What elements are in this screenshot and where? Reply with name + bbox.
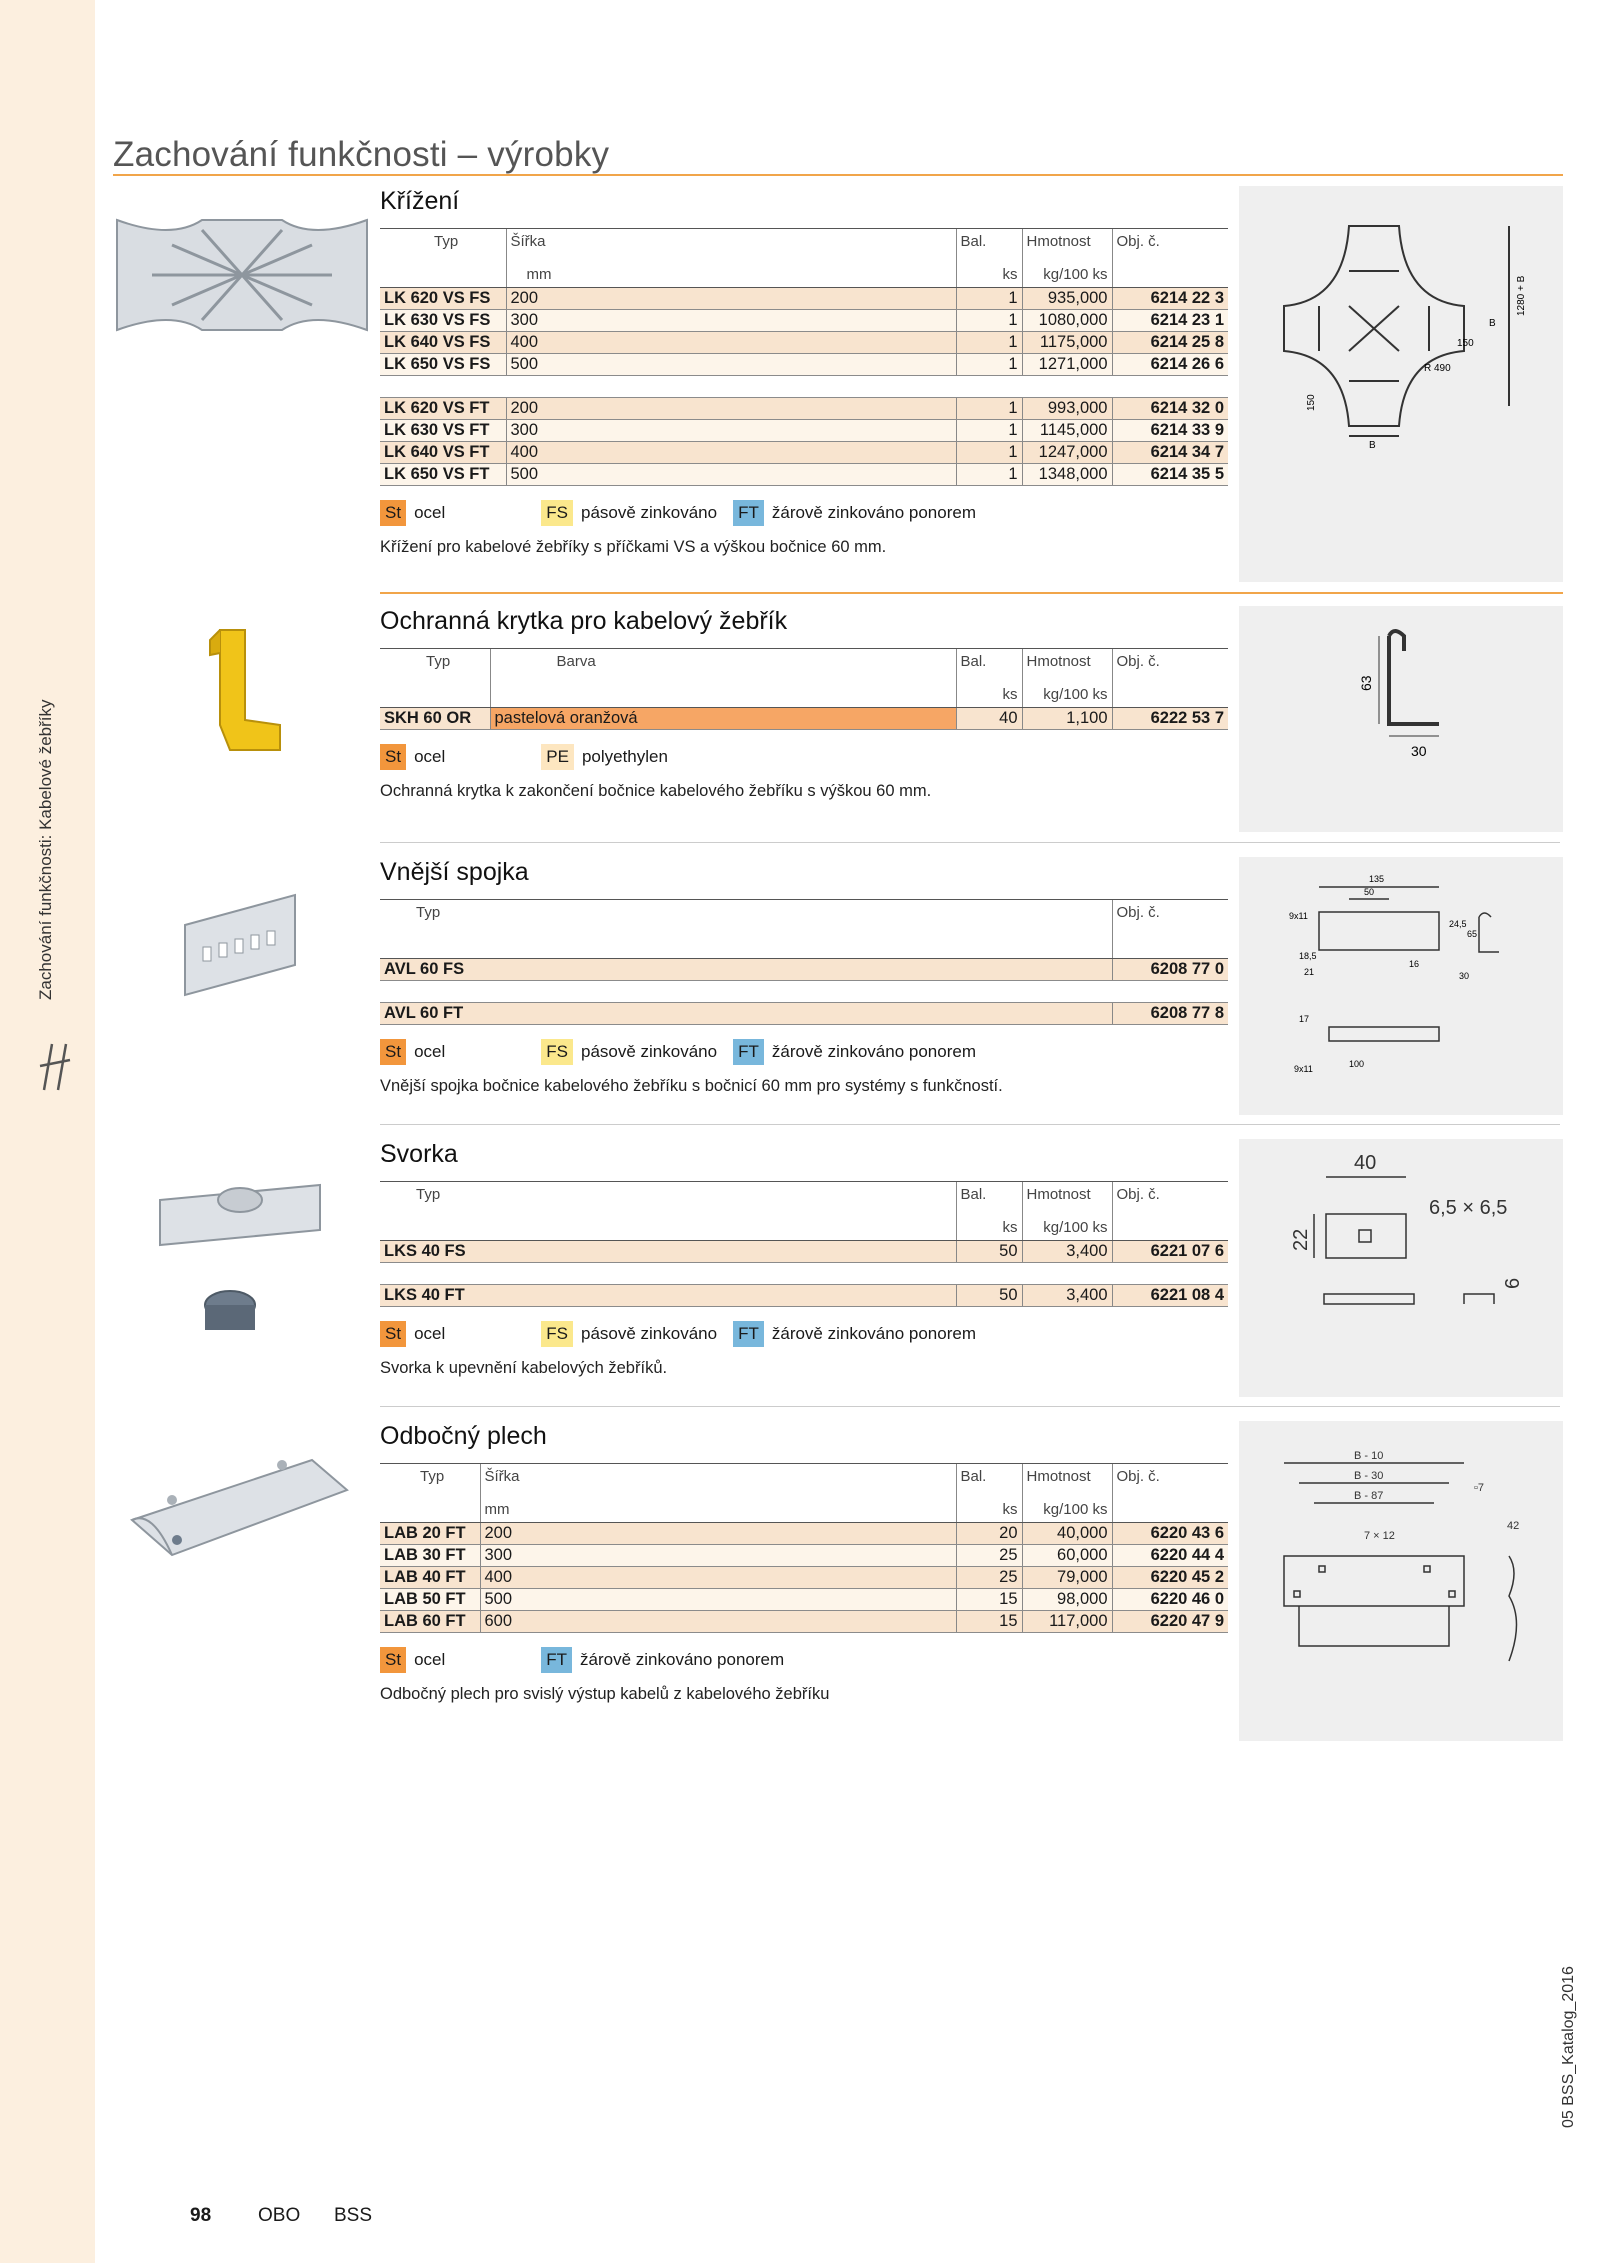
table-cell: 1 xyxy=(956,464,1022,486)
table-cell: 300 xyxy=(480,1545,956,1567)
table-row xyxy=(380,1545,1228,1567)
table-cell: 400 xyxy=(506,332,956,354)
dim-label: 150 xyxy=(1457,338,1474,349)
table-cell: 6214 34 7 xyxy=(1112,442,1228,464)
legend-code-st: St xyxy=(380,500,406,526)
table-row xyxy=(380,332,1228,354)
legend-text: pásově zinkováno xyxy=(580,1324,718,1343)
legend-text: žárově zinkováno ponorem xyxy=(771,1042,976,1061)
material-legend xyxy=(380,744,1228,770)
col-header: Obj. č. xyxy=(1112,649,1228,680)
table-cell: SKH 60 OR xyxy=(380,708,490,730)
col-header: Typ xyxy=(380,649,490,680)
cover-cap-photo xyxy=(200,625,290,755)
legend-text: polyethylen xyxy=(581,747,668,766)
dim-label: ▫7 xyxy=(1474,1482,1485,1494)
dim-label: 24,5 xyxy=(1449,919,1467,929)
table-row xyxy=(380,310,1228,332)
table-cell: 6214 33 9 xyxy=(1112,420,1228,442)
col-header: Bal. xyxy=(956,649,1022,680)
unit-label: kg/100 ks xyxy=(1022,1212,1112,1241)
col-header: Obj. č. xyxy=(1112,1182,1228,1213)
dim-label: 6 xyxy=(1502,1277,1524,1289)
table-cell: 1 xyxy=(956,310,1022,332)
dim-label: 30 xyxy=(1459,971,1470,981)
table-cell: 200 xyxy=(506,398,956,420)
table-cell: 1 xyxy=(956,332,1022,354)
divider xyxy=(380,1124,1560,1125)
table-row xyxy=(380,1285,1228,1307)
table-cell: pastelová oranžová xyxy=(490,708,956,730)
table-cell: 200 xyxy=(480,1523,956,1545)
legend-code-st: St xyxy=(380,1039,406,1065)
cross-drawing xyxy=(1239,186,1563,582)
table-cell: 993,000 xyxy=(1022,398,1112,420)
table-row xyxy=(380,464,1228,486)
col-header: Hmotnost xyxy=(1022,1464,1112,1495)
table-cell: 1145,000 xyxy=(1022,420,1112,442)
material-legend xyxy=(380,1321,1228,1347)
col-header: Typ xyxy=(380,1464,480,1495)
table-row xyxy=(380,1003,1228,1025)
table-cell: 3,400 xyxy=(1022,1285,1112,1307)
connector-drawing xyxy=(1239,857,1563,1115)
legend-code-st: St xyxy=(380,1321,406,1347)
table-cell: 3,400 xyxy=(1022,1241,1112,1263)
sidebar-band xyxy=(0,0,95,2263)
legend-text: ocel xyxy=(414,1042,446,1061)
divider xyxy=(380,842,1560,843)
table-cell: 935,000 xyxy=(1022,288,1112,310)
table-row xyxy=(380,1589,1228,1611)
table-cell: 25 xyxy=(956,1567,1022,1589)
legend-text: ocel xyxy=(414,1650,446,1669)
legend-code-ft: FT xyxy=(733,1039,764,1065)
table-cell: 79,000 xyxy=(1022,1567,1112,1589)
catalog-reference: 05 BSS_Katalog_2016 xyxy=(1560,1966,1577,2128)
col-header: Obj. č. xyxy=(1112,900,1228,931)
unit-label: ks xyxy=(956,679,1022,708)
col-header: Hmotnost xyxy=(1022,229,1112,260)
branch-plate-drawing xyxy=(1239,1421,1563,1741)
table-cell: 6220 45 2 xyxy=(1112,1567,1228,1589)
footer-brand: OBO xyxy=(258,2205,301,2226)
table-cell: 1 xyxy=(956,354,1022,376)
table-cell: 6214 32 0 xyxy=(1112,398,1228,420)
table-row xyxy=(380,442,1228,464)
table-cell: LK 640 VS FT xyxy=(380,442,506,464)
table-cell: AVL 60 FS xyxy=(380,959,1112,981)
legend-code-st: St xyxy=(380,744,406,770)
plech-table xyxy=(380,1463,1228,1633)
dim-label: 6,5 × 6,5 xyxy=(1429,1197,1508,1219)
table-cell: 1247,000 xyxy=(1022,442,1112,464)
obo-system-logo xyxy=(38,1042,72,1092)
table-cell: 6221 07 6 xyxy=(1112,1241,1228,1263)
dim-label: B - 10 xyxy=(1354,1450,1384,1462)
dim-label: B xyxy=(1369,440,1376,451)
table-cell: 1271,000 xyxy=(1022,354,1112,376)
table-cell: 200 xyxy=(506,288,956,310)
dim-label: B - 87 xyxy=(1354,1490,1384,1502)
page-number: 98 xyxy=(190,2205,212,2226)
dim-label: 100 xyxy=(1349,1059,1365,1069)
section-title: Křížení xyxy=(380,187,460,215)
table-cell: 6214 25 8 xyxy=(1112,332,1228,354)
legend-text: pásově zinkováno xyxy=(580,1042,718,1061)
dim-label: 21 xyxy=(1304,967,1315,977)
section-svorka xyxy=(380,1139,1228,1378)
col-header: Typ xyxy=(380,1182,956,1213)
table-cell: 6208 77 0 xyxy=(1112,959,1228,981)
legend-text: žárově zinkováno ponorem xyxy=(771,503,976,522)
dim-label: 18,5 xyxy=(1299,951,1317,961)
table-cell: AVL 60 FT xyxy=(380,1003,1112,1025)
dim-label: 63 xyxy=(1358,675,1374,691)
table-cell: 117,000 xyxy=(1022,1611,1112,1633)
table-row xyxy=(380,1523,1228,1545)
krytka-table xyxy=(380,648,1228,730)
table-cell: 6220 44 4 xyxy=(1112,1545,1228,1567)
col-header: Hmotnost xyxy=(1022,1182,1112,1213)
table-cell: 1175,000 xyxy=(1022,332,1112,354)
unit-label: ks xyxy=(956,1494,1022,1523)
table-cell: 40 xyxy=(956,708,1022,730)
table-cell: LK 650 VS FS xyxy=(380,354,506,376)
unit-label: kg/100 ks xyxy=(1022,259,1112,288)
table-cell: LK 630 VS FS xyxy=(380,310,506,332)
section-title: Ochranná krytka pro kabelový žebřík xyxy=(380,607,788,635)
legend-text: žárově zinkováno ponorem xyxy=(580,1650,785,1669)
material-legend xyxy=(380,500,1228,526)
dim-label: 7 × 12 xyxy=(1364,1530,1395,1542)
col-header: Šířka xyxy=(480,1464,956,1495)
unit-label: kg/100 ks xyxy=(1022,679,1112,708)
legend-code-pe: PE xyxy=(541,744,574,770)
table-cell: LK 620 VS FS xyxy=(380,288,506,310)
section-krytka xyxy=(380,606,1228,801)
legend-code-ft: FT xyxy=(733,500,764,526)
legend-text: žárově zinkováno ponorem xyxy=(771,1324,976,1343)
legend-text: ocel xyxy=(414,747,446,766)
col-header: Bal. xyxy=(956,1464,1022,1495)
table-cell: LKS 40 FS xyxy=(380,1241,956,1263)
legend-text: pásově zinkováno xyxy=(580,503,718,522)
table-cell: 1 xyxy=(956,442,1022,464)
table-cell: LK 640 VS FS xyxy=(380,332,506,354)
dim-label: 42 xyxy=(1507,1520,1520,1532)
table-cell: 98,000 xyxy=(1022,1589,1112,1611)
unit-label: ks xyxy=(956,1212,1022,1241)
col-header: Bal. xyxy=(956,1182,1022,1213)
unit-label: mm xyxy=(480,1494,956,1523)
table-cell: 1 xyxy=(956,420,1022,442)
table-cell: LAB 40 FT xyxy=(380,1567,480,1589)
col-header: Hmotnost xyxy=(1022,649,1112,680)
unit-label: ks xyxy=(956,259,1022,288)
svorka-table xyxy=(380,1181,1228,1307)
dim-label: R 490 xyxy=(1424,363,1451,374)
table-cell: 500 xyxy=(480,1589,956,1611)
footer-series: BSS xyxy=(334,2205,373,2226)
page-title: Zachování funkčnosti – výrobky xyxy=(113,135,610,175)
dim-label: 40 xyxy=(1354,1152,1377,1174)
table-row xyxy=(380,288,1228,310)
material-legend xyxy=(380,1039,1228,1065)
col-header: Obj. č. xyxy=(1112,1464,1228,1495)
table-cell: 1348,000 xyxy=(1022,464,1112,486)
table-row xyxy=(380,398,1228,420)
table-cell: 40,000 xyxy=(1022,1523,1112,1545)
legend-code-fs: FS xyxy=(541,1039,573,1065)
table-cell: 6220 47 9 xyxy=(1112,1611,1228,1633)
spojka-table xyxy=(380,899,1228,1025)
table-cell: 60,000 xyxy=(1022,1545,1112,1567)
table-cell: 6214 35 5 xyxy=(1112,464,1228,486)
table-cell: 6221 08 4 xyxy=(1112,1285,1228,1307)
section-description: Svorka k upevnění kabelových žebříků. xyxy=(380,1359,668,1377)
col-header: Bal. xyxy=(956,229,1022,260)
table-cell: 600 xyxy=(480,1611,956,1633)
section-title: Odbočný plech xyxy=(380,1422,547,1450)
table-cell: 1,100 xyxy=(1022,708,1112,730)
cross-photo xyxy=(112,200,372,350)
table-cell: 1080,000 xyxy=(1022,310,1112,332)
table-cell: 50 xyxy=(956,1241,1022,1263)
clamp-drawing xyxy=(1239,1139,1563,1397)
section-description: Odbočný plech pro svislý výstup kabelů z kabelového žebříku xyxy=(380,1685,830,1703)
table-cell: 25 xyxy=(956,1545,1022,1567)
table-cell: 1 xyxy=(956,398,1022,420)
table-cell: LAB 30 FT xyxy=(380,1545,480,1567)
table-row xyxy=(380,1611,1228,1633)
divider xyxy=(113,174,1563,176)
section-description: Ochranná krytka k zakončení bočnice kabelového žebříku s výškou 60 mm. xyxy=(380,782,932,800)
col-header: Typ xyxy=(380,229,506,260)
dim-label: 22 xyxy=(1290,1228,1312,1251)
table-cell: 6214 23 1 xyxy=(1112,310,1228,332)
table-cell: 500 xyxy=(506,464,956,486)
dim-label: 150 xyxy=(1306,394,1317,411)
section-krizeni xyxy=(380,186,1228,557)
table-cell: LK 620 VS FT xyxy=(380,398,506,420)
section-spojka xyxy=(380,857,1228,1096)
unit-label: mm xyxy=(506,259,956,288)
col-header: Barva xyxy=(490,649,956,680)
table-row xyxy=(380,708,1228,730)
dim-label: 50 xyxy=(1364,887,1375,897)
table-cell: 6222 53 7 xyxy=(1112,708,1228,730)
table-cell: 500 xyxy=(506,354,956,376)
table-cell: LAB 60 FT xyxy=(380,1611,480,1633)
table-cell: 400 xyxy=(506,442,956,464)
section-description: Vnější spojka bočnice kabelového žebříku s bočnicí 60 mm pro systémy s funkčností. xyxy=(380,1077,1003,1095)
col-header: Typ xyxy=(380,900,1112,931)
branch-plate-photo xyxy=(112,1440,352,1570)
table-cell: 15 xyxy=(956,1589,1022,1611)
table-cell: LK 650 VS FT xyxy=(380,464,506,486)
dim-label: 1280 + B xyxy=(1516,275,1527,316)
legend-text: ocel xyxy=(414,503,446,522)
connector-photo xyxy=(175,885,305,1005)
table-row xyxy=(380,959,1228,981)
table-cell: LKS 40 FT xyxy=(380,1285,956,1307)
legend-text: ocel xyxy=(414,1324,446,1343)
legend-code-fs: FS xyxy=(541,500,573,526)
material-legend xyxy=(380,1647,1228,1673)
table-cell: 400 xyxy=(480,1567,956,1589)
dim-label: 135 xyxy=(1369,874,1385,884)
legend-code-ft: FT xyxy=(541,1647,572,1673)
clamp-photo xyxy=(150,1160,330,1340)
table-row xyxy=(380,354,1228,376)
legend-code-fs: FS xyxy=(541,1321,573,1347)
col-header: Obj. č. xyxy=(1112,229,1228,260)
table-cell: 1 xyxy=(956,288,1022,310)
legend-code-ft: FT xyxy=(733,1321,764,1347)
table-cell: 6220 46 0 xyxy=(1112,1589,1228,1611)
dim-label: 65 xyxy=(1467,929,1478,939)
table-row xyxy=(380,1567,1228,1589)
table-row xyxy=(380,420,1228,442)
table-cell: LK 630 VS FT xyxy=(380,420,506,442)
dim-label: 30 xyxy=(1411,743,1427,759)
table-cell: 6208 77 8 xyxy=(1112,1003,1228,1025)
table-cell: 15 xyxy=(956,1611,1022,1633)
krizeni-table xyxy=(380,228,1228,486)
table-cell: 300 xyxy=(506,310,956,332)
unit-label: kg/100 ks xyxy=(1022,1494,1112,1523)
table-cell: 50 xyxy=(956,1285,1022,1307)
section-description: Křížení pro kabelové žebříky s příčkami VS a výškou bočnice 60 mm. xyxy=(380,538,887,556)
divider xyxy=(380,592,1563,594)
table-cell: 6214 22 3 xyxy=(1112,288,1228,310)
dim-label: 17 xyxy=(1299,1014,1310,1024)
cover-cap-drawing xyxy=(1239,606,1563,832)
dim-label: B xyxy=(1489,318,1496,329)
table-cell: 20 xyxy=(956,1523,1022,1545)
divider xyxy=(380,1406,1560,1407)
table-cell: LAB 50 FT xyxy=(380,1589,480,1611)
legend-code-st: St xyxy=(380,1647,406,1673)
section-title: Svorka xyxy=(380,1140,458,1168)
section-title: Vnější spojka xyxy=(380,858,529,886)
dim-label: 9x11 xyxy=(1289,911,1308,921)
table-cell: 300 xyxy=(506,420,956,442)
dim-label: 16 xyxy=(1409,959,1420,969)
table-cell: 6220 43 6 xyxy=(1112,1523,1228,1545)
table-cell: 6214 26 6 xyxy=(1112,354,1228,376)
table-cell: LAB 20 FT xyxy=(380,1523,480,1545)
table-row xyxy=(380,1241,1228,1263)
col-header: Šířka xyxy=(506,229,956,260)
dim-label: 9x11 xyxy=(1294,1064,1313,1074)
dim-label: B - 30 xyxy=(1354,1470,1384,1482)
section-plech xyxy=(380,1421,1228,1704)
sidebar-label: Zachování funkčnosti: Kabelové žebříky xyxy=(36,699,55,1000)
